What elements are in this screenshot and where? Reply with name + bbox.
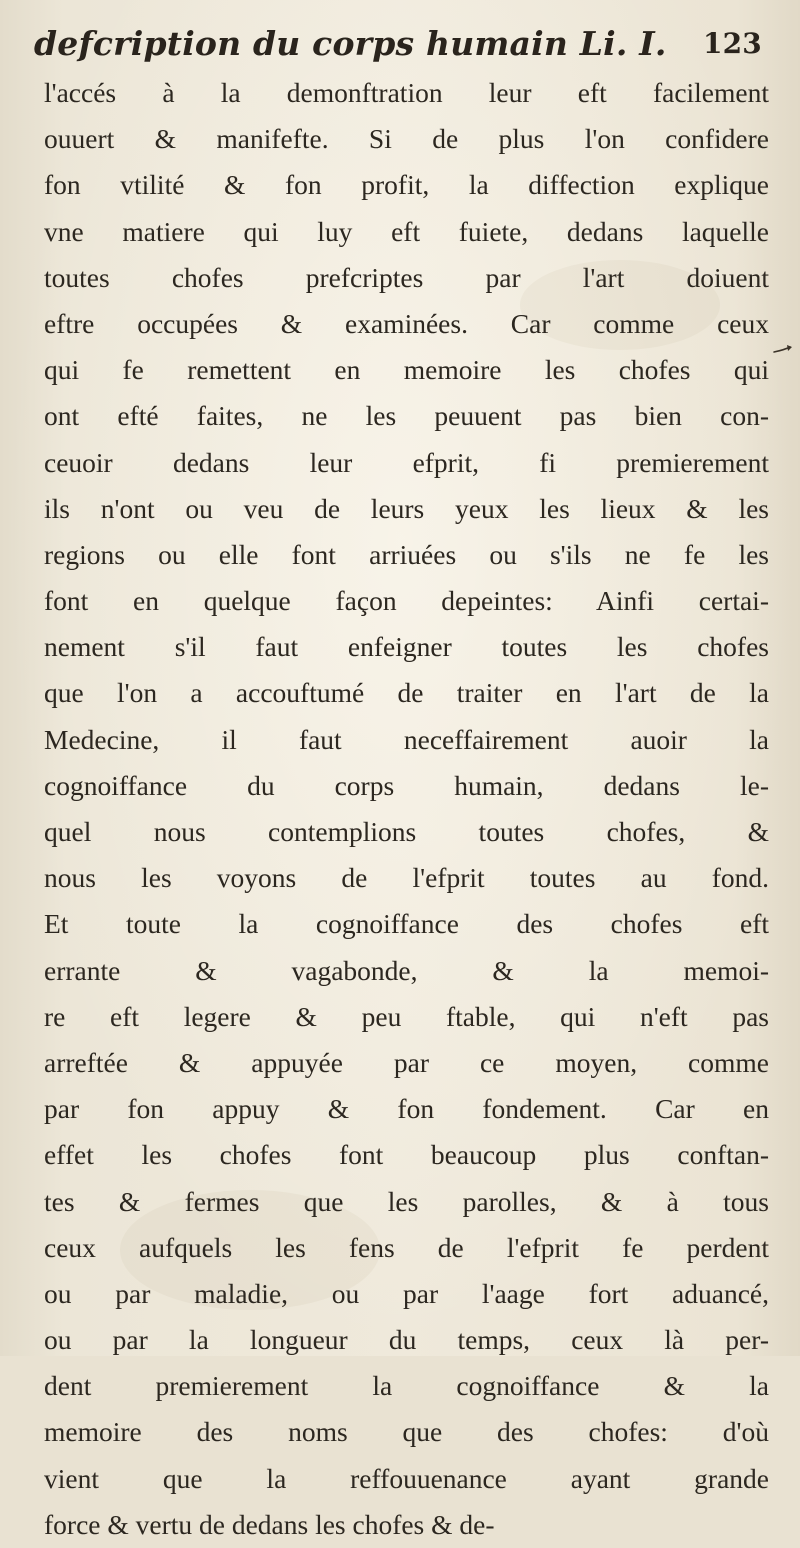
text-line: nous les voyons de l'efprit toutes au fond. (44, 862, 769, 894)
text-line: ils n'ont ou veu de leurs yeux les lieux & les (44, 492, 769, 524)
text-line: arreftée & appuyée par ce moyen, comme (44, 1046, 769, 1078)
text-line: regions ou elle font arriuées ou s'ils ne fe les (44, 538, 769, 570)
text-line: memoire des noms que des chofes: d'où (44, 1416, 769, 1448)
text-line: tes & fermes que les parolles, & à tous (44, 1185, 769, 1217)
text-line: quel nous contemplions toutes chofes, & (44, 816, 769, 847)
text-line: force & vertu de dedans les chofes & de- (44, 1508, 495, 1540)
text-line: font en quelque façon depeintes: Ainfi certai- (44, 585, 769, 617)
text-line: nement s'il faut enfeigner toutes les chofes (44, 631, 769, 663)
text-line: Medecine, il faut neceffairement auoir la (44, 723, 769, 755)
text-line: dent premierement la cognoiffance & la (44, 1370, 769, 1402)
text-line: vne matiere qui luy eft fuiete, dedans laquelle (44, 215, 769, 247)
text-line: ouuert & manifefte. Si de plus l'on confidere (44, 123, 769, 155)
text-line: vient que la reffouuenance ayant grande (44, 1462, 769, 1494)
text-line: que l'on a accouftumé de traiter en l'art de la (44, 677, 769, 709)
text-line: qui fe remettent en memoire les chofes qui (44, 354, 769, 386)
text-line: ceuoir dedans leur efprit, fi premierement (44, 446, 769, 478)
running-head (34, 18, 774, 70)
text-line: ou par maladie, ou par l'aage fort aduancé, (44, 1277, 769, 1309)
text-line: errante & vagabonde, & la memoi- (44, 954, 769, 986)
text-line: ou par la longueur du temps, ceux là per- (44, 1324, 769, 1356)
page-number: 123 (702, 27, 762, 60)
text-line: fon vtilité & fon profit, la diffection explique (44, 169, 769, 201)
text-line: eftre occupées & examinées. Car comme ceux (44, 307, 769, 339)
pen-flourish-icon (773, 343, 795, 357)
text-line: ont efté faites, ne les peuuent pas bien con- (44, 400, 769, 432)
body-text (44, 70, 769, 1548)
text-line: ceux aufquels les fens de l'efprit fe perdent (44, 1231, 769, 1263)
text-line: Et toute la cognoiffance des chofes eft (44, 908, 769, 940)
text-line: l'accés à la demonftration leur eft facilement (44, 77, 769, 108)
text-line: re eft legere & peu ftable, qui n'eft pas (44, 1000, 769, 1032)
text-line: effet les chofes font beaucoup plus conftan- (44, 1139, 769, 1171)
running-head-title: defcription du corps humain Li. I. (34, 24, 667, 63)
text-line: cognoiffance du corps humain, dedans le- (44, 769, 769, 801)
text-line: toutes chofes prefcriptes par l'art doiuent (44, 261, 769, 293)
text-line: par fon appuy & fon fondement. Car en (44, 1093, 769, 1125)
